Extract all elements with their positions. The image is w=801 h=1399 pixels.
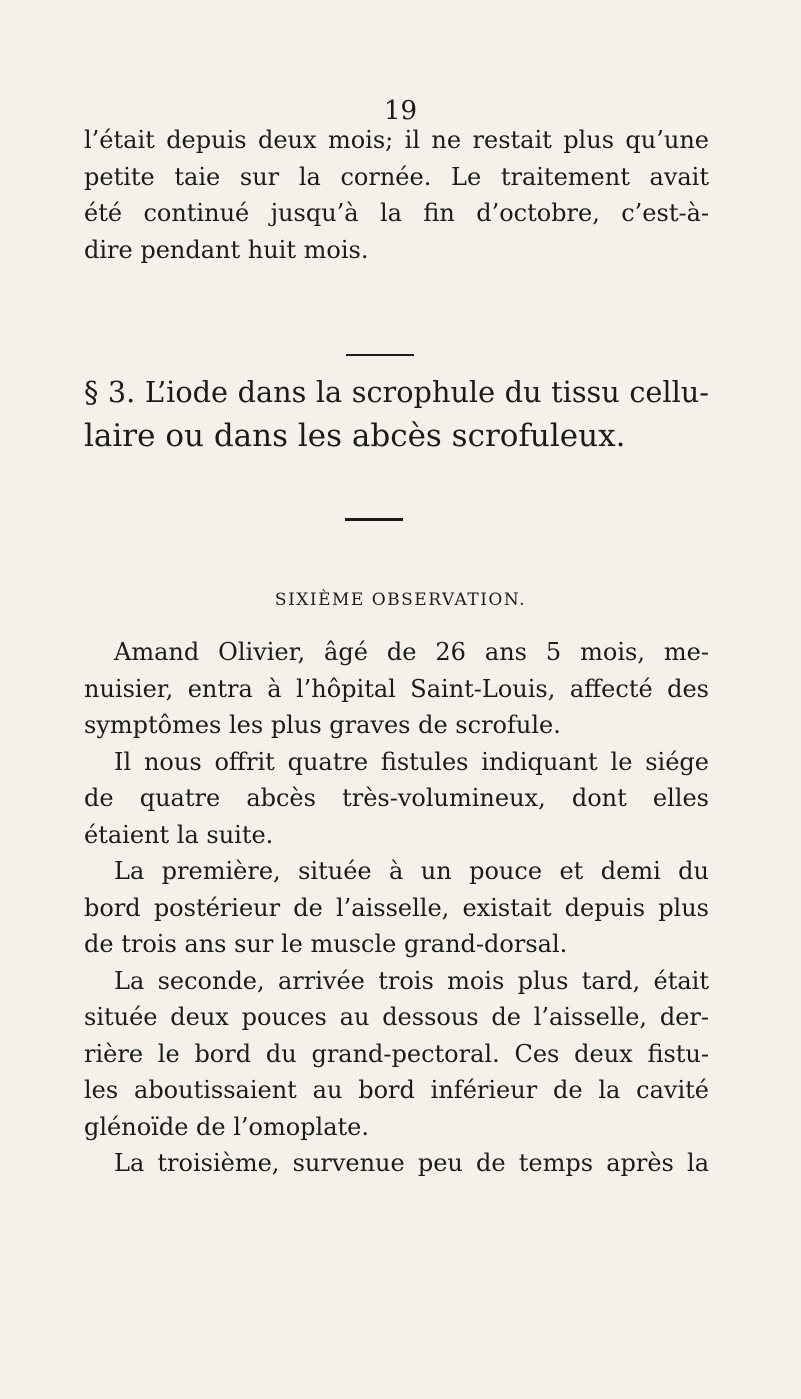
text-line: dire pendant huit mois.	[84, 235, 369, 264]
top-paragraph	[84, 122, 709, 268]
text-line: située deux pouces au dessous de l’aisselle, der-	[84, 1003, 709, 1031]
text-line: Il nous offrit quatre fistules indiquant le siége	[114, 747, 709, 776]
text-line: les aboutissaient au bord inférieur de la cavité	[84, 1076, 709, 1104]
text-line: La troisième, survenue peu de temps après la	[114, 1149, 709, 1177]
text-line: étaient la suite.	[84, 820, 274, 849]
text-line: l’était depuis deux mois; il ne restait plus qu’une	[84, 126, 709, 154]
section-title-line: laire ou dans les abcès scrofuleux.	[84, 418, 626, 454]
text-line: La seconde, arrivée trois mois plus tard, était	[114, 966, 709, 995]
observation-body	[84, 634, 709, 1182]
text-line: petite taie sur la cornée. Le traitement avait	[84, 162, 709, 191]
text-line: glénoïde de l’omoplate.	[84, 1112, 369, 1141]
paragraph	[84, 1145, 709, 1182]
text-line: symptômes les plus graves de scrofule.	[84, 711, 561, 739]
text-line: de trois ans sur le muscle grand-dorsal.	[84, 930, 568, 958]
text-line: de quatre abcès très-volumineux, dont elles	[84, 784, 709, 812]
text-line: été continué jusqu’à la fin d’octobre, c’est-à-	[84, 199, 709, 227]
section-title	[84, 370, 709, 458]
text-line: nuisier, entra à l’hôpital Saint-Louis, affecté des	[84, 674, 709, 703]
section-divider	[346, 354, 414, 356]
text-line: Amand Olivier, âgé de 26 ans 5 mois, me-	[114, 638, 709, 666]
section-divider	[345, 518, 403, 521]
paragraph	[84, 853, 709, 963]
page-number: 19	[383, 96, 418, 126]
paragraph	[84, 963, 709, 1146]
paragraph	[84, 744, 709, 854]
observation-heading: SIXIÈME OBSERVATION.	[274, 590, 527, 610]
text-line: rière le bord du grand-pectoral. Ces deux fistu-	[84, 1039, 709, 1068]
section-title-line: § 3. L’iode dans la scrophule du tissu cellu-	[84, 375, 709, 409]
text-line: bord postérieur de l’aisselle, existait depuis plus	[84, 893, 709, 922]
text-line: La première, située à un pouce et demi du	[114, 857, 709, 885]
paragraph	[84, 634, 709, 744]
